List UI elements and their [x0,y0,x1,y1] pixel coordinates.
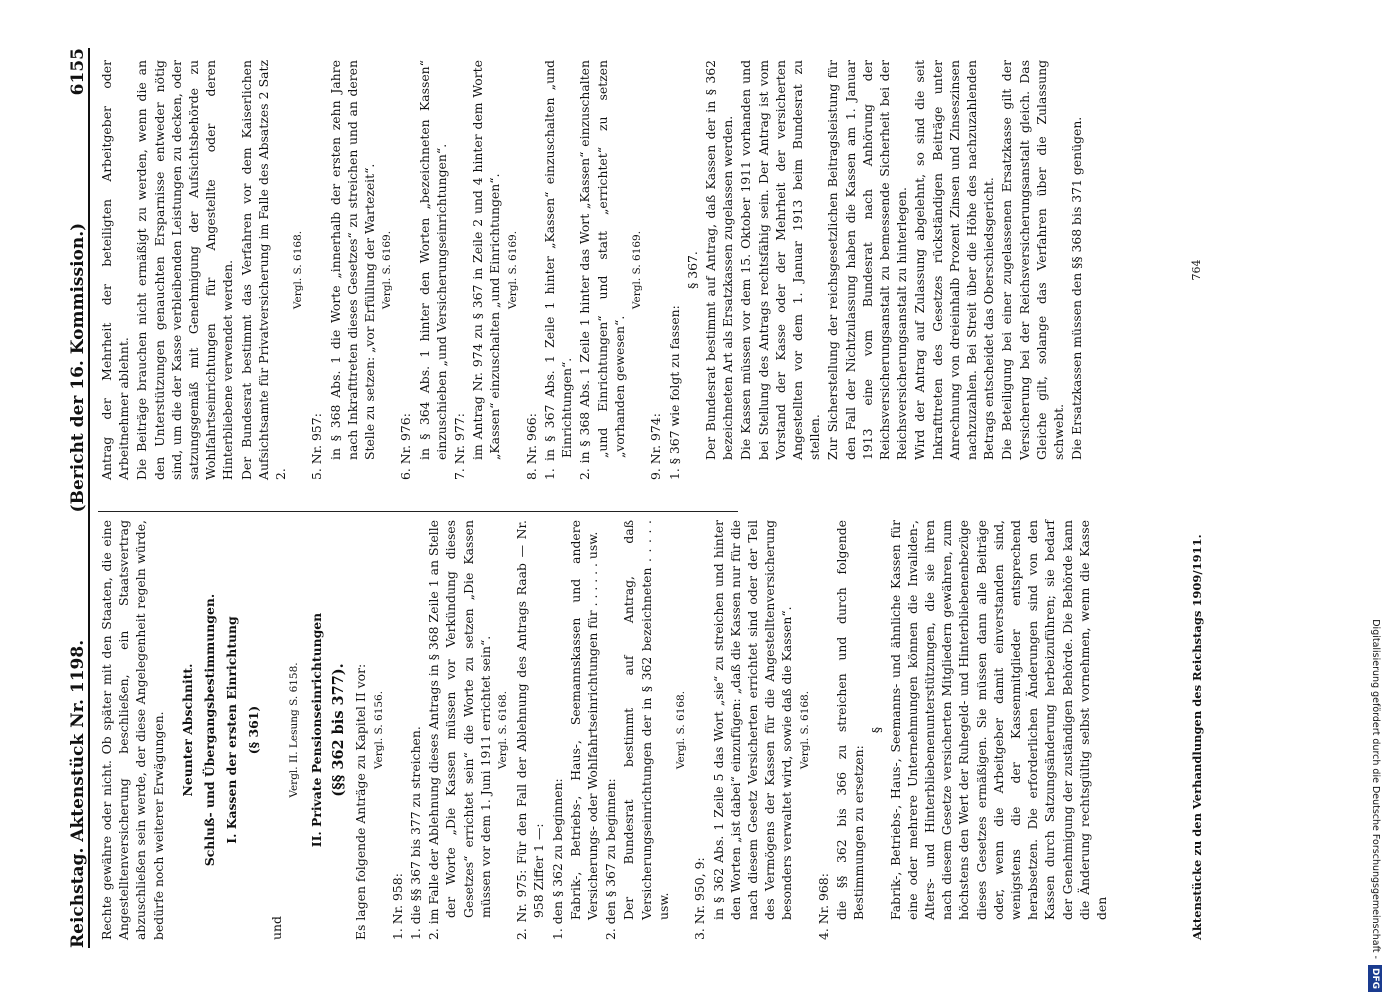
part2-lead: Es lagen folgende Anträge zu Kapitel II vor: [353,663,369,940]
page-header [54,48,90,948]
a2-label: 2. Nr. 975: Für den Fall der Ablehnung des Antrags Raab — Nr. 958 Ziffer 1 —: [514,520,547,940]
a2-quote: Der Bundesrat bestimmt auf Antrag, daß Versicherungseinrichtungen der in § 362 bezeichneten . . . . . usw. [621,520,671,920]
section-subtitle: Schluß- und Übergangsbestimmungen. [202,593,218,867]
header-right: (Bericht der 16. Kommission.) [68,222,88,513]
ref6: Vergl. S. 6169. [381,230,394,310]
a7-label: 7. Nr. 977: [452,413,468,480]
digitization-sidebar [1368,8,1382,992]
header-page-number: 6155 [68,48,88,96]
a2-item: 1. den § 362 zu beginnen: [549,778,565,940]
footer-page-number: 764 [1190,259,1203,281]
a4-paragraph-symbol: § [869,726,885,734]
a8-item: 2. in § 368 Abs. 1 Zeile 1 hinter das Wort „Kassen“ einzuschalten „und Einrichtungen“ und statt „errichtet“ zu setzen „vorhanden gewesen“. [577,60,627,480]
right-para2: Der Bundesrat bestimmt das Verfahren vor dem Kaiserlichen Aufsichtsamte für Privatversicherung im Falle des Absatzes 2 Satz 2. [238,60,289,480]
column-divider [98,511,738,512]
right-intro: Antrag der Mehrheit der beteiligten Arbeitgeber oder Arbeitnehmer ablehnt. [99,60,132,480]
part2-ref: (§§ 362 bis 377). [330,663,348,797]
sidebar-credit-text: Digitalisierung gefördert durch die Deutsche Forschungsgemeinschaft - [1370,619,1381,959]
a6-text: in § 364 Abs. 1 hinter den Worten „bezeichneten Kassen“ einzuschieben „und Versicherungseinrichtungen“. [416,60,449,460]
ref5: Vergl. S. 6168. [292,230,305,310]
part1-note: Vergl. II. Lesung S. 6158. [287,662,300,798]
header-left: Reichstag. Aktenstück Nr. 1198. [68,639,88,948]
a9-lead: 1. § 367 wie folgt zu fassen: [666,305,682,480]
right-para1: Die Beiträge brauchen nicht ermäßigt zu werden, wenn die an den Unterstützungen genauchten Ersparnisse entweder nötig sind, um die der Kasse verbleibenden Leistungen zu decken, oder satzungsgemäß mit Genehmigung der Aufsichtsbehörde zu Wohlfahrtseinrichtungen für Angestellte oder deren Hinterbliebene verwendet werden. [134,60,236,480]
a1-item: 1. die §§ 367 bis 377 zu streichen. [408,726,424,940]
a8-label: 8. Nr. 966: [523,413,539,480]
a5-label: 5. Nr. 957: [309,413,325,480]
page-footer: Aktenstücke zu den Verhandlungen des Reichstags 1909/1911. [1190,534,1204,940]
a5-text: in § 368 Abs. 1 die Worte „innerhalb der ersten zehn Jahre nach Inkrafttreten dieses Gesetzes“ zu streichen und an deren Stelle zu setzen: „vor Erfüllung der Wartezeit“. [327,60,378,460]
right-column [98,60,1086,480]
a9-para: Die Beteiligung bei einer zugelassenen Ersatzkasse gilt der Versicherung bei der Reichsversicherungsanstalt gleich. Das Gleiche gilt, solange das Verfahren über die Zulassung schwebt. [999,60,1066,460]
part1-and: und [268,916,284,940]
a9-para: Die Kassen müssen vor dem 15. Oktober 1911 vorhanden und bei Stellung des Antrags rechtsfähig sein. Der Antrag ist vom Vorstand der Kasse oder der Mehrheit der versicherten Angestellten vor dem 1. Januar 1913 beim Bundesrat zu stellen. [738,60,823,460]
dfg-logo: DFG [1368,965,1382,992]
part2-title: II. Private Pensionseinrichtungen [309,612,325,848]
ref2: Vergl. S. 6168. [497,690,510,770]
a6-label: 6. Nr. 976: [398,413,414,480]
a4-label: 4. Nr. 968: [815,873,831,940]
a2-item: 2. den § 367 zu beginnen: [603,778,619,940]
ref3: Vergl. S. 6168. [675,690,688,770]
ref1: Vergl. S. 6156. [372,690,385,770]
sidebar-credit [1368,8,1382,992]
a8-item: 1. in § 367 Abs. 1 Zeile 1 hinter „Kassen“ einzuschalten „und Einrichtungen“. [542,60,575,480]
a9-para: Wird der Antrag auf Zulassung abgelehnt, so sind die seit Inkrafttreten des Gesetzes rückständigen Beiträge unter Anrechnung von dreieinhalb Prozent Zinsen und Zinseszinsen nachzuzahlen. Bei Streit über die Höhe des nachzuzahlenden Betrags entscheidet das Oberschiedsgericht. [912,60,997,460]
a1-item: 2. im Falle der Ablehnung dieses Antrags in § 368 Zeile 1 an Stelle der Worte „Die Kassen müssen vor Verkündung dieses Gesetzes“ errichtet sein“ die Worte zu setzen „Die Kassen müssen vor dem 1. Juni 1911 errichtet sein“. [426,520,493,940]
part1-ref: (§ 361) [246,705,262,755]
a2-quote: Fabrik-, Betriebs-, Haus-, Seemannskassen und andere Versicherungs- oder Wohlfahrtseinrichtungen für . . . . . . usw. [567,520,601,920]
part1-title: I. Kassen der ersten Einrichtung [224,616,240,844]
a4-text: die §§ 362 bis 366 zu streichen und durch folgende Bestimmungen zu ersetzen: [833,520,867,920]
a9-paragraph-symbol: § 367. [684,251,700,289]
section-title: Neunter Abschnitt. [179,663,195,797]
ref9: Vergl. S. 6169. [631,230,644,310]
left-intro: Rechte gewähre oder nicht. Ob später mit den Staaten, die eine Angestelltenversicherung beschließen, ein Staatsvertrag abzuschließen sein werde, der diese Angelegenheit regeln würde, bedürfe noch weiterer Erwägungen. [99,520,166,940]
a3-text: in § 362 Abs. 1 Zeile 5 das Wort „sie“ zu streichen und hinter den Worten „ist dabei“ einzufügen: „daß die Kassen nur für die nach diesem Gesetz Versicherten errichtet sind oder der Teil des Vermögens der Kassen für die Angestelltenversicherung besonders verwaltet wird, sowie daß die Kassen“. [710,520,795,920]
a9-label: 9. Nr. 974: [648,413,664,480]
ref8: Vergl. S. 6169. [506,230,519,310]
a3-label: 3. Nr. 950, 9: [692,857,708,940]
a9-para: Die Ersatzkassen müssen den §§ 368 bis 371 genügen. [1069,116,1085,460]
ref4: Vergl. S. 6168. [798,690,811,770]
a9-para: Zur Sicherstellung der reichsgesetzlichen Beitragsleistung für den Fall der Nichtzulassung haben die Kassen am 1. Januar 1913 eine vom Bundesrat nach Anhörung der Reichsversicherungsanstalt zu bemessende Sicherheit bei der Reichsversicherungsanstalt zu hinterlegen. [825,60,910,460]
a7-text: im Antrag Nr. 974 zu § 367 in Zeile 2 und 4 hinter dem Worte „Kassen“ einzuschalten „und Einrichtungen“. [470,60,503,460]
a9-para: Der Bundesrat bestimmt auf Antrag, daß Kassen der in § 362 bezeichneten Art als Ersatzkassen zugelassen werden. [702,60,736,460]
a1-label: 1. Nr. 958: [389,873,405,940]
a4-paragraph: Fabrik-, Betriebs-, Haus-, Seemanns- und ähnliche Kassen für eine oder mehrere Unternehmungen können die Invaliden-, Alters- und Hinterbliebenenunterstützungen, die sie ihren nach diesem Gesetze versicherten Mitgliedern gewähren, zum höchstens den Wert der Ruhegeld- und Hinterbliebenenbezüge dieses Gesetzes ermäßigen. Sie müssen dann alle Beiträge oder, wenn die Arbeitgeber damit einverstanden sind, wenigstens die der Kassenmitglieder entsprechend herabsetzen. Die erforderlichen Änderungen sind von den Kassen durch Satzungsänderung herbeizuführen; sie bedarf der Genehmigung der zuständigen Behörde. Die Behörde kann die Änderung rechtsgültig selbst vornehmen, wenn die Kasse den [887,520,1109,920]
left-column [98,520,1111,940]
